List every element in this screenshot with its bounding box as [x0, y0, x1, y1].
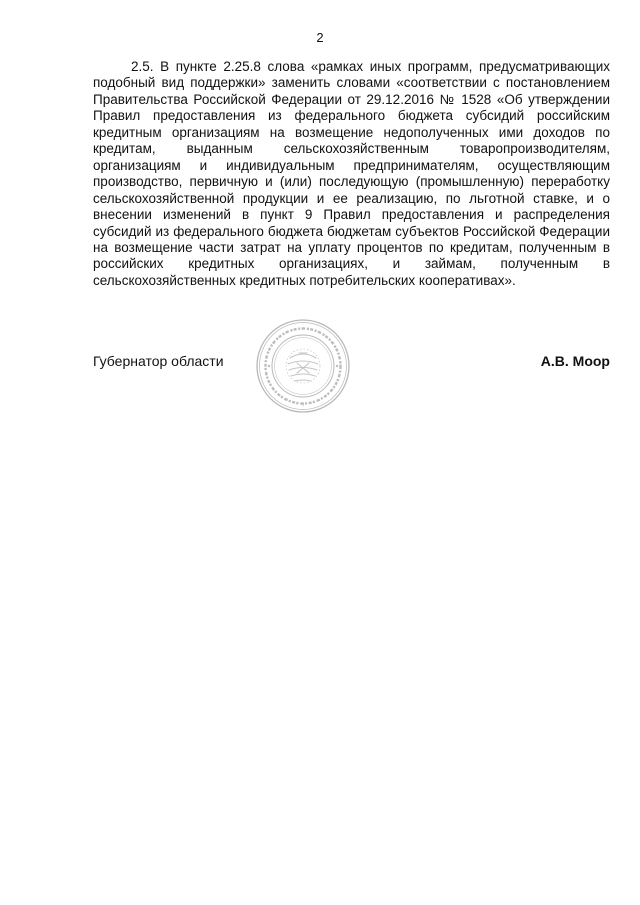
signatory-name: А.В. Моор	[540, 353, 610, 369]
signature-block	[93, 352, 610, 370]
page-number: 2	[316, 30, 324, 45]
paragraph-2-5: 2.5. В пункте 2.25.8 слова «рамках иных программ, предусматривающих подобный вид поддержки» заменить словами «соответствии с постановлением Правительства Российской Федерации от 29.12.2016 № 1528 «Об утверждении Правил предоставления из федерального бюджета субсидий российским кредитным организациям на возмещение недополученных ими доходов по кредитам, выданным сельскохозяйственным товаропроизводителям, организациям и индивидуальным предпринимателям, осуществляющим производство, первичную и (или) последующую (промышленную) переработку сельскохозяйственной продукции и ее реализацию, по льготной ставке, и о внесении изменений в пункт 9 Правил предоставления и распределения субсидий из федерального бюджета бюджетам субъектов Российской Федерации на возмещение части затрат на уплату процентов по кредитам, полученным в российских кредитных организациях, и займам, полученным в сельскохозяйственных кредитных потребительских кооперативах».	[93, 59, 610, 288]
official-seal-stamp	[255, 318, 351, 414]
signatory-position: Губернатор области	[93, 353, 224, 369]
